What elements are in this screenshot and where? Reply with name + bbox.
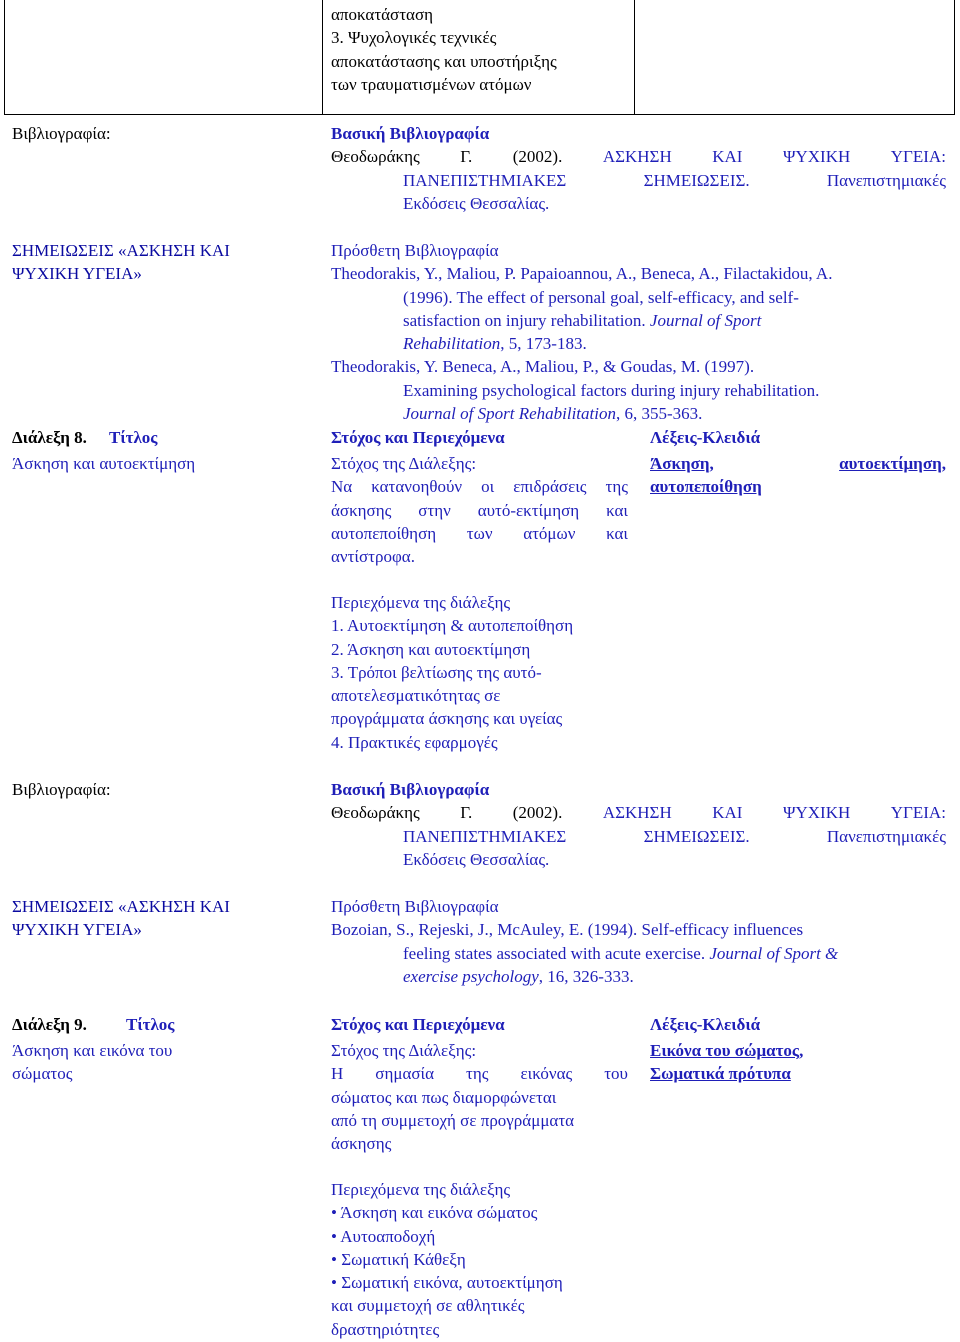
contents-item: 2. Άσκηση και αυτοεκτίμηση — [331, 639, 531, 659]
word: ΚΑΙ — [712, 147, 743, 167]
goal-line1 — [331, 475, 628, 498]
biblio-label: Βιβλιογραφία: — [12, 780, 111, 799]
notes-title-line1: ΣΗΜΕΙΩΣΕΙΣ «ΑΣΚΗΣΗ ΚΑΙ — [12, 897, 230, 916]
ref-line: Theodorakis, Y. Beneca, A., Maliou, P., & Goudas, M. (1997). — [331, 357, 755, 377]
lecture8-header-keywords — [650, 426, 760, 449]
word: οι — [481, 477, 495, 497]
journal-name: Journal of Sport Rehabilitation — [403, 404, 616, 424]
extra-biblio-heading: Πρόσθετη Βιβλιογραφία — [331, 897, 499, 916]
lecture9-keywords — [650, 1039, 803, 1086]
word: Γ. — [460, 147, 473, 167]
bullet-text: Σωματική Κάθεξη — [341, 1249, 466, 1269]
lecture8-header-goal — [331, 426, 505, 449]
text-line: 3. Ψυχολογικές τεχνικές — [331, 28, 497, 48]
keyword: αυτοεκτίμηση, — [839, 454, 946, 473]
table-border-col3 — [634, 0, 635, 114]
notes-title-line1: ΣΗΜΕΙΩΣΕΙΣ «ΑΣΚΗΣΗ ΚΑΙ — [12, 241, 230, 260]
contents-heading: Περιεχόμενα της διάλεξης — [331, 593, 511, 612]
bullet-icon: • — [331, 1203, 341, 1223]
basic-biblio-heading: Βασική Βιβλιογραφία — [331, 780, 490, 799]
journal-name: Journal of Sport — [649, 310, 762, 330]
ref-text: satisfaction on injury rehabilitation. — [403, 310, 650, 330]
header-title: Τίτλος — [109, 428, 158, 447]
ref-line: (1996). The effect of personal goal, self-efficacy, and self- — [403, 287, 799, 307]
contents-item: 1. Αυτοεκτίμηση & αυτοπεποίθηση — [331, 616, 574, 636]
bullet-item — [331, 1225, 563, 1248]
ref-text: feeling states associated with acute exercise. — [403, 943, 710, 963]
text-line: αποκατάσταση — [331, 5, 434, 24]
biblio1-extra — [331, 239, 946, 425]
table-border-left — [4, 0, 5, 114]
word: ΑΣΚΗΣΗ — [602, 803, 672, 823]
bullet-item — [331, 1248, 563, 1271]
word: του — [604, 1064, 628, 1084]
ref-text: , 5, 173-183. — [500, 334, 587, 354]
contents-item: 4. Πρακτικές εφαρμογές — [331, 732, 498, 752]
text-line: αποκατάστασης και υποστήριξης — [331, 51, 557, 71]
biblio2-extra — [331, 895, 946, 988]
ref-line — [331, 309, 946, 332]
basic-ref-line3: Εκδόσεις Θεσσαλίας. — [403, 849, 550, 869]
basic-ref-line1 — [331, 145, 946, 168]
word: αυτό-εκτίμηση — [477, 500, 580, 520]
ref-line — [331, 402, 946, 425]
keyword: Άσκηση, — [650, 454, 714, 473]
goal-line4: αντίστροφα. — [331, 547, 415, 567]
word: Γ. — [460, 803, 473, 823]
goal-line1 — [331, 1062, 628, 1085]
word: ΥΓΕΙΑ: — [890, 147, 946, 167]
lecture8-contents — [331, 591, 573, 754]
lecture9-title — [12, 1039, 172, 1086]
word: Πανεπιστημιακές — [826, 826, 946, 846]
word: ΨΥΧΙΚΗ — [782, 803, 851, 823]
ref-line — [331, 965, 946, 988]
lecture9-header-goal — [331, 1013, 505, 1036]
keywords-line1: Εικόνα του σώματος, — [650, 1041, 804, 1060]
ref-line — [331, 942, 946, 965]
word: και — [606, 523, 628, 543]
lecture9-header-num — [12, 1013, 87, 1036]
biblio1-notes — [12, 239, 230, 286]
word: Η — [331, 1064, 344, 1084]
word: στην — [418, 500, 451, 520]
top-row-col2 — [331, 3, 557, 96]
lecture8-title — [12, 452, 195, 475]
word: εικόνας — [520, 1064, 573, 1084]
goal-line4: άσκησης — [331, 1134, 392, 1154]
bullet-icon: • — [331, 1249, 342, 1269]
journal-name: Journal of Sport & — [709, 943, 839, 963]
goal-line2: σώματος και πως διαμορφώνεται — [331, 1087, 557, 1107]
header-goal: Στόχος και Περιεχόμενα — [331, 1015, 505, 1034]
basic-biblio-heading: Βασική Βιβλιογραφία — [331, 124, 490, 143]
bullet-continuation: και συμμετοχή σε αθλητικές — [331, 1296, 525, 1316]
keywords-line1 — [650, 452, 946, 475]
bullet-icon: • — [331, 1226, 341, 1246]
word: (2002). — [512, 803, 563, 823]
basic-ref-line1 — [331, 801, 946, 824]
header-keywords: Λέξεις-Κλειδιά — [650, 428, 761, 447]
ref-line: Bozoian, S., Rejeski, J., McAuley, E. (1994). Self-efficacy influences — [331, 920, 804, 940]
journal-name: Rehabilitation — [403, 334, 501, 354]
goal-line2 — [331, 499, 628, 522]
notes-title-line2: ΨΥΧΙΚΗ ΥΓΕΙΑ» — [12, 264, 142, 284]
word: ΥΓΕΙΑ: — [890, 803, 946, 823]
lecture9-header-keywords — [650, 1013, 760, 1036]
bullet-text: Άσκηση και εικόνα σώματος — [340, 1203, 538, 1223]
contents-item: προγράμματα άσκησης και υγείας — [331, 709, 563, 729]
lecture-title-line2: σώματος — [12, 1064, 73, 1084]
text-line: των τραυματισμένων ατόμων — [331, 74, 532, 94]
contents-item: 3. Τρόποι βελτίωσης της αυτό- — [331, 662, 542, 682]
ref-text: , 16, 326-333. — [538, 966, 634, 986]
word: κατανοηθούν — [371, 477, 463, 497]
goal-heading: Στόχος της Διάλεξης: — [331, 454, 477, 473]
word: ΚΑΙ — [712, 803, 743, 823]
keywords-line2: Σωματικά πρότυπα — [650, 1064, 791, 1084]
keywords-line2: αυτοπεποίθηση — [650, 477, 762, 497]
lecture9-goal — [331, 1039, 628, 1155]
header-goal: Στόχος και Περιεχόμενα — [331, 428, 505, 447]
contents-heading: Περιεχόμενα της διάλεξης — [331, 1180, 511, 1199]
word: της — [466, 1064, 489, 1084]
biblio1-right — [331, 122, 946, 215]
word: επιδράσεις — [513, 477, 587, 497]
word: ΨΥΧΙΚΗ — [782, 147, 851, 167]
table-border-right — [954, 0, 955, 114]
table-border-bottom — [4, 114, 955, 115]
lecture9-header-title — [126, 1013, 174, 1036]
word: των — [466, 523, 493, 543]
bullet-item — [331, 1201, 563, 1224]
bullet-text: Σωματική εικόνα, αυτοεκτίμηση — [341, 1273, 563, 1293]
bullet-continuation: δραστηριότητες — [331, 1319, 440, 1339]
biblio1-left — [12, 122, 111, 145]
goal-heading: Στόχος της Διάλεξης: — [331, 1041, 477, 1060]
ref-line: Theodorakis, Y., Maliou, P. Papaioannou, A., Beneca, A., Filactakidou, A. — [331, 264, 833, 284]
word: Πανεπιστημιακές — [826, 170, 946, 190]
contents-item: αποτελεσματικότητας σε — [331, 686, 501, 706]
word: ΑΣΚΗΣΗ — [602, 147, 672, 167]
basic-ref-line2 — [331, 825, 946, 848]
bullet-icon: • — [331, 1273, 342, 1293]
lecture8-keywords — [650, 452, 946, 499]
basic-ref-line3: Εκδόσεις Θεσσαλίας. — [403, 193, 550, 213]
header-title: Τίτλος — [126, 1015, 175, 1034]
word: αυτοπεποίθηση — [331, 523, 437, 543]
word: Θεοδωράκης — [331, 803, 420, 823]
goal-line3 — [331, 522, 628, 545]
header-num: Διάλεξη 8. — [12, 428, 87, 447]
bullet-item — [331, 1271, 563, 1294]
word: ΣΗΜΕΙΩΣΕΙΣ. — [643, 170, 750, 190]
word: ΣΗΜΕΙΩΣΕΙΣ. — [643, 826, 750, 846]
biblio2-notes — [12, 895, 230, 942]
biblio-label: Βιβλιογραφία: — [12, 124, 111, 143]
word: και — [606, 500, 628, 520]
basic-ref-line2 — [331, 169, 946, 192]
lecture8-header-title — [109, 426, 157, 449]
biblio2-left — [12, 778, 111, 801]
bullet-text: Αυτοαποδοχή — [340, 1226, 436, 1246]
table-border-col2 — [322, 0, 323, 114]
word: σημασία — [375, 1064, 435, 1084]
word: άσκησης — [331, 500, 392, 520]
goal-line3: από τη συμμετοχή σε προγράμματα — [331, 1110, 575, 1130]
word: Θεοδωράκης — [331, 147, 420, 167]
lecture-title-line1: Άσκηση και εικόνα του — [12, 1041, 173, 1060]
lecture-title: Άσκηση και αυτοεκτίμηση — [12, 454, 196, 473]
lecture8-goal — [331, 452, 628, 568]
header-num: Διάλεξη 9. — [12, 1015, 87, 1034]
notes-title-line2: ΨΥΧΙΚΗ ΥΓΕΙΑ» — [12, 920, 142, 940]
biblio2-right — [331, 778, 946, 871]
word: ΠΑΝΕΠΙΣΤΗΜΙΑΚΕΣ — [403, 826, 567, 846]
ref-text: , 6, 355-363. — [615, 404, 703, 424]
word: (2002). — [512, 147, 563, 167]
ref-line — [331, 332, 946, 355]
header-keywords: Λέξεις-Κλειδιά — [650, 1015, 761, 1034]
word: ΠΑΝΕΠΙΣΤΗΜΙΑΚΕΣ — [403, 170, 567, 190]
word: Να — [331, 477, 353, 497]
ref-line: Examining psychological factors during injury rehabilitation. — [403, 380, 820, 400]
lecture8-header-num — [12, 426, 87, 449]
word: της — [605, 477, 628, 497]
journal-name: exercise psychology — [403, 966, 539, 986]
extra-biblio-heading: Πρόσθετη Βιβλιογραφία — [331, 241, 499, 260]
lecture9-contents — [331, 1178, 563, 1341]
word: ατόμων — [523, 523, 576, 543]
